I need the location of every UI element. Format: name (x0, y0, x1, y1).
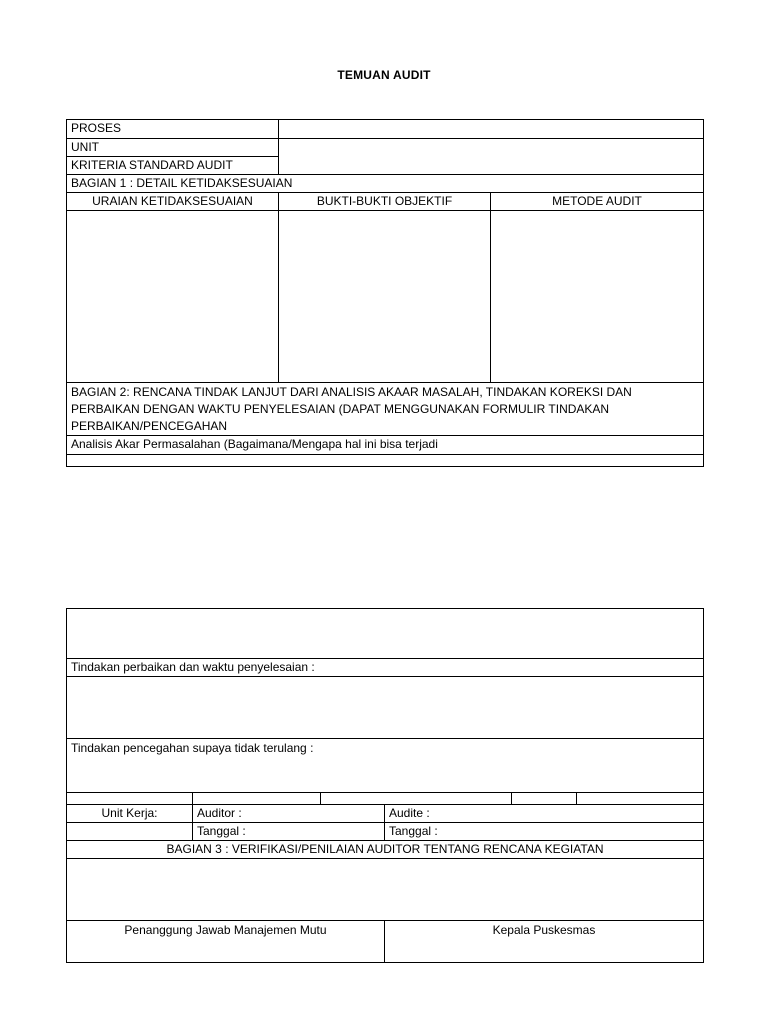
col-header-uraian: URAIAN KETIDAKSESUAIAN (67, 193, 279, 211)
pj-mutu-signature-cell (67, 921, 385, 963)
page-title: TEMUAN AUDIT (337, 68, 431, 82)
tindakan-pencegahan-cell (67, 739, 704, 793)
col-header-metode: METODE AUDIT (491, 193, 704, 211)
bagian2-line-3: PERBAIKAN/PENCEGAHAN (71, 419, 228, 433)
metode-cell (491, 211, 704, 383)
bagian1-heading: BAGIAN 1 : DETAIL KETIDAKSESUAIAN (67, 175, 704, 193)
tanggal-audite-label: Tanggal : (385, 823, 704, 841)
corrective-action-table (66, 608, 704, 963)
tindakan-perbaikan-value-cell (67, 677, 704, 739)
audit-findings-table (66, 119, 704, 467)
unit-kriteria-value-cell (279, 139, 704, 175)
unit-kerja-value-cell (67, 823, 193, 841)
bagian3-value-cell (67, 859, 704, 921)
kriteria-label: KRITERIA STANDARD AUDIT (67, 157, 279, 175)
spacer-cell-1 (67, 793, 193, 805)
bagian2-heading (67, 383, 704, 436)
bagian2-line-2: PERBAIKAN DENGAN WAKTU PENYELESAIAN (DAPAT MENGGUNAKAN FORMULIR TINDAKAN (71, 402, 610, 416)
tanggal-auditor-label: Tanggal : (193, 823, 385, 841)
bagian2-line-1: BAGIAN 2: RENCANA TINDAK LANJUT DARI ANALISIS AKAAR MASALAH, TINDAKAN KOREKSI DAN (71, 385, 632, 399)
audite-label: Audite : (385, 805, 704, 823)
proses-label: PROSES (67, 120, 279, 139)
tindakan-perbaikan-label: Tindakan perbaikan dan waktu penyelesaian : (67, 659, 704, 677)
analisis-continuation-cell (67, 609, 704, 659)
proses-value-cell (279, 120, 704, 139)
pj-mutu-label: Penanggung Jawab Manajemen Mutu (124, 923, 327, 937)
tindakan-pencegahan-label: Tindakan pencegahan supaya tidak terulang : (71, 741, 314, 755)
unit-kerja-label: Unit Kerja: (67, 805, 193, 823)
analisis-label: Analisis Akar Permasalahan (Bagaimana/Mengapa hal ini bisa terjadi (67, 436, 704, 455)
unit-label: UNIT (67, 139, 279, 157)
kepala-signature-cell (385, 921, 704, 963)
bukti-cell (279, 211, 491, 383)
col-header-bukti: BUKTI-BUKTI OBJEKTIF (279, 193, 491, 211)
spacer-cell-4 (512, 793, 577, 805)
spacer-cell-3 (321, 793, 512, 805)
bagian3-heading: BAGIAN 3 : VERIFIKASI/PENILAIAN AUDITOR TENTANG RENCANA KEGIATAN (67, 841, 704, 859)
auditor-label: Auditor : (193, 805, 385, 823)
spacer-cell-5 (577, 793, 704, 805)
spacer-cell-2 (193, 793, 321, 805)
analisis-value-cell (67, 455, 704, 467)
uraian-cell (67, 211, 279, 383)
kepala-label: Kepala Puskesmas (492, 923, 596, 937)
